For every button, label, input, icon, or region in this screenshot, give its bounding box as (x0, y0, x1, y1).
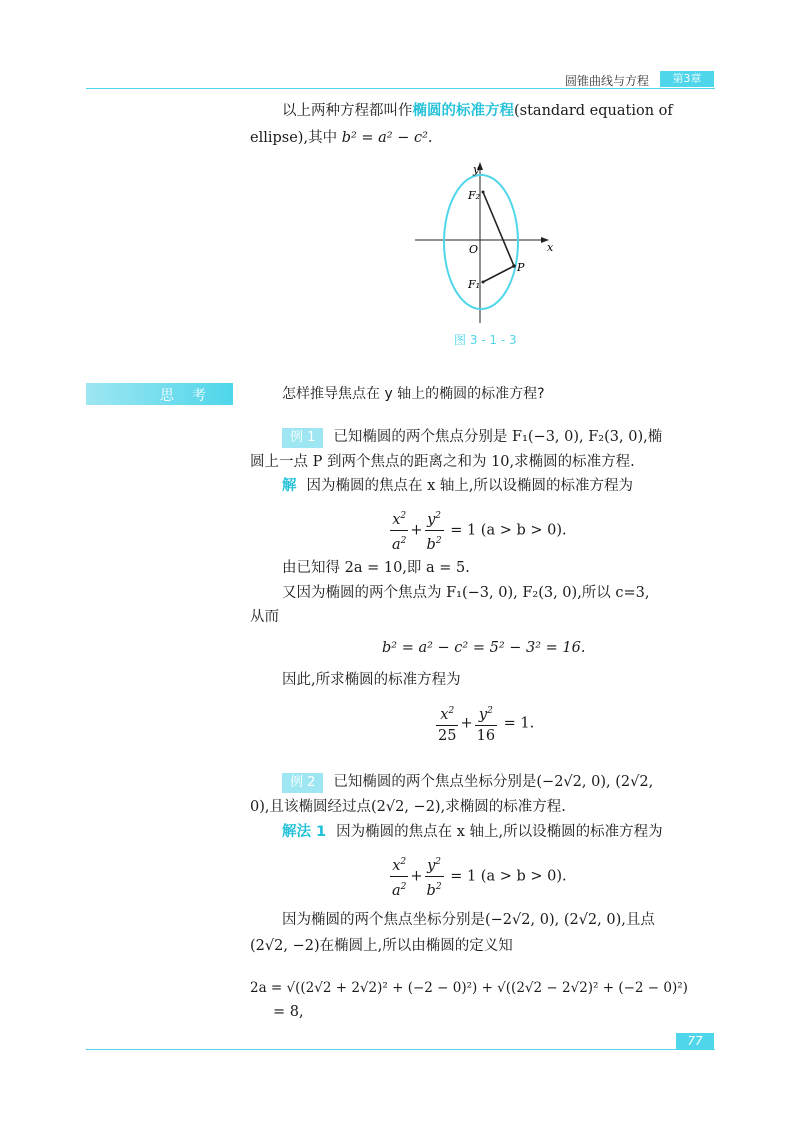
segment-PF1 (483, 266, 514, 282)
example2-line-b1: 因为椭圆的两个焦点坐标分别是(−2√2, 0), (2√2, 0),且点 (282, 912, 655, 928)
label-O: O (469, 243, 479, 256)
ellipse-curve (444, 175, 518, 309)
solve-method-label: 解法 1 (282, 824, 327, 840)
example2-solve: 解法 1 因为椭圆的焦点在 x 轴上,所以设椭圆的标准方程为 (282, 824, 663, 840)
example2-formula-2: 2a = √((2√2 + 2√2)² + (−2 − 0)²) + √((2√2 − 2√2)² + (−2 − 0)²) (250, 980, 688, 996)
intro-line-1: 以上两种方程都叫作椭圆的标准方程(standard equation of (282, 102, 673, 119)
example2-line-1: 例 2 已知椭圆的两个焦点坐标分别是(−2√2, 0), (2√2, (282, 772, 653, 793)
point-F1 (482, 281, 485, 284)
example1-line-c1: 又因为椭圆的两个焦点为 F₁(−3, 0), F₂(3, 0),所以 c=3, (282, 585, 650, 601)
example1-formula-2: b² = a² − c² = 5² − 3² = 16. (382, 640, 586, 656)
example1-line-1: 例 1 已知椭圆的两个焦点分别是 F₁(−3, 0), F₂(3, 0),椭 (282, 427, 662, 448)
label-P: P (517, 261, 525, 274)
example1-formula-1: $\frac{x^2}{a^2}$ + $\frac{y^2}{b^2}$ = 1 (a > b > 0). (388, 506, 567, 555)
example2-line-2: 0),且该椭圆经过点(2√2, −2),求椭圆的标准方程. (250, 799, 566, 815)
example1-line-c2: 从而 (250, 609, 279, 625)
figure-caption: 图 3 - 1 - 3 (454, 333, 517, 347)
solve-label: 解 (282, 478, 297, 494)
example2-formula-1: $\frac{x^2}{a^2}$ + $\frac{y^2}{b^2}$ = 1 (a > b > 0). (388, 852, 567, 901)
example2-badge: 例 2 (282, 773, 323, 793)
point-P (512, 264, 516, 268)
label-x: x (547, 241, 554, 254)
chapter-badge: 第3章 (660, 71, 714, 87)
point-F2 (482, 191, 485, 194)
example1-line-2: 圆上一点 P 到两个焦点的距离之和为 10,求椭圆的标准方程. (250, 454, 635, 470)
ellipse-figure (405, 158, 565, 330)
segment-F2P (483, 192, 514, 266)
example2-formula-2-cont: = 8, (273, 1004, 304, 1020)
intro-line-2: ellipse),其中 b² = a² − c². (250, 130, 433, 146)
page-number: 77 (676, 1033, 714, 1050)
label-F1: F₁ (468, 278, 481, 291)
example1-solve: 解 因为椭圆的焦点在 x 轴上,所以设椭圆的标准方程为 (282, 478, 634, 494)
term-highlight: 椭圆的标准方程 (412, 102, 514, 119)
label-y: y (473, 163, 480, 176)
think-label: 思考 (160, 388, 224, 404)
chapter-title: 圆锥曲线与方程 (565, 74, 650, 88)
footer-divider (86, 1049, 715, 1050)
think-question: 怎样推导焦点在 y 轴上的椭圆的标准方程? (282, 386, 545, 402)
example1-formula-3: $\frac{x^2}{25}$ + $\frac{y^2}{16}$ = 1. (434, 701, 534, 746)
header-divider (86, 88, 715, 89)
example1-badge: 例 1 (282, 428, 323, 448)
example1-conclusion: 因此,所求椭圆的标准方程为 (282, 672, 461, 688)
example1-line-a: 由已知得 2a = 10,即 a = 5. (282, 560, 470, 576)
example2-line-b2: (2√2, −2)在椭圆上,所以由椭圆的定义知 (250, 938, 513, 954)
label-F2: F₂ (468, 189, 481, 202)
